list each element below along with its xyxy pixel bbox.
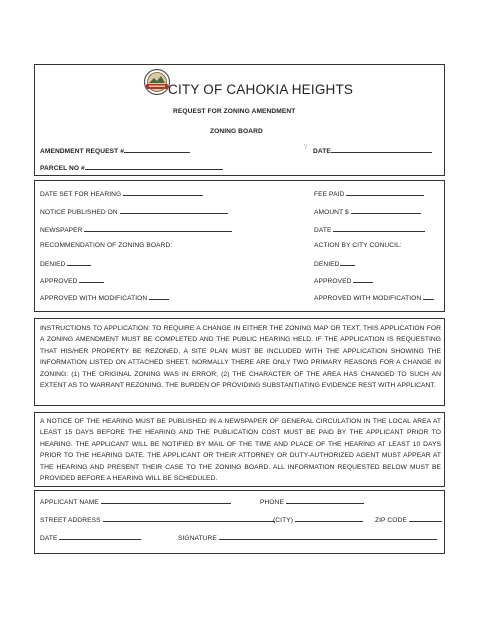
amount-field[interactable] [314,207,421,216]
board-title: ZONING BOARD [210,128,263,135]
council-action-label: ACTION BY CITY CONUCIL: [314,242,402,249]
parcel-field[interactable] [40,163,223,172]
header-section [34,64,445,176]
applicant-date-label: DATE [40,535,58,542]
board-denied-field[interactable] [40,259,91,268]
phone-field[interactable] [260,497,364,506]
city-label: (CITY) [273,517,294,524]
city-field[interactable] [273,515,363,524]
amendment-request-label: AMENDMENT REQUEST # [40,148,124,155]
zip-code-field[interactable] [375,515,442,524]
council-approved-modification-field[interactable] [314,293,434,302]
council-denied-field[interactable] [314,259,355,268]
notice-published-label: NOTICE PUBLISHED ON [40,209,118,216]
header-date-label: DATE [313,148,331,155]
notice-text: A NOTICE OF THE HEARING MUST BE PUBLISHED IN A NEWSPAPER OF GENERAL CIRCULATION IN THE LOCAL AREA AT LEAST 15 DAYS BEFORE THE HEARING AND THE PUBLICATION COST MUST BE PAID BY THE APPLICANT PRIOR TO HEARING. THE APPLICANT WILL BE NOTIFIED BY MAIL OF THE TIME AND PLACE OF THE HEARING AT LEAST 10 DAYS PRIOR TO THE HEARING DATE. THE APPLICANT OR THEIR ATTORNEY OR DUTY-AUTHORIZED AGENT MUST APPEAR AT THE HEARING AND PRESENT THEIR CASE TO THE ZONING BOARD. ALL INFORMATION REQUESTED BELOW MUST BE PROVIDED BEFORE A HEARING WILL BE SCHEDULED. [40,418,441,483]
amendment-request-field[interactable] [40,146,190,155]
council-denied-label: DENIED [314,261,340,268]
date-set-for-hearing-field[interactable] [40,189,203,198]
board-approved-modification-label: APPROVED WITH MODIFICATION [40,295,148,302]
newspaper-field[interactable] [40,225,232,234]
fee-paid-field[interactable] [314,189,424,198]
city-seal-icon [143,68,171,96]
fee-date-field[interactable] [314,225,425,234]
street-address-field[interactable] [40,515,275,524]
applicant-name-label: APPLICANT NAME [40,499,99,506]
scan-mark: '/ [304,145,308,151]
recommendation-label: RECOMMENDATION OF ZONING BOARD: [40,242,173,249]
council-approved-label: APPROVED [314,278,352,285]
council-approved-field[interactable] [314,276,373,285]
header-date-field[interactable] [313,146,432,155]
form-subtitle: REQUEST FOR ZONING AMENDMENT [173,108,296,115]
phone-label: PHONE [260,499,284,506]
signature-label: SIGNATURE [178,535,217,542]
applicant-name-field[interactable] [40,497,231,506]
fee-date-label: DATE [314,227,332,234]
newspaper-label: NEWSPAPER [40,227,83,234]
notice-published-field[interactable] [40,207,228,216]
parcel-label: PARCEL NO # [40,165,85,172]
zip-code-label: ZIP CODE [375,517,407,524]
signature-field[interactable] [178,533,437,542]
city-title: CITY OF CAHOKIA HEIGHTS [168,82,354,97]
street-address-label: STREET ADDRESS [40,517,101,524]
board-denied-label: DENIED [40,261,66,268]
council-approved-modification-label: APPROVED WITH MODIFICATION [314,295,422,302]
applicant-date-field[interactable] [40,533,141,542]
instructions-text: INSTRUCTIONS TO APPLICATION: TO REQUIRE A CHANGE IN EITHER THE ZONING MAP OR TEXT, THIS APPLICATION FOR A ZONING AMENDMENT MUST BE COMPLETED AND THE PUBLIC HEARING HELD. IF THE APPLICATION IS REQUESTING THAT HIS/HER PROPERTY BE REZONED, A SITE PLAN MUST BE INCLUDED WITH THE APPLICATION SHOWING THE INFORMATION LISTED ON ATTACHED SHEET. NORMALLY THERE ARE ONLY TWO PRIMARY REASONS FOR A CHANGE IN ZONING: (1) THE ORIGINAL ZONING WAS IN ERROR; (2) THE CHARACTER OF THE AREA HAS CHANGED TO SUCH AN EXTENT AS TO WARRANT REZONING. THE BURDEN OF PROVIDING SUBSTANTIATING EVIDENCE REST WITH APPLICANT. [40,325,441,390]
board-approved-field[interactable] [40,276,104,285]
fee-paid-label: FEE PAID [314,191,345,198]
board-approved-modification-field[interactable] [40,293,169,302]
amount-label: AMOUNT $ [314,209,349,216]
board-approved-label: APPROVED [40,278,78,285]
date-set-for-hearing-label: DATE SET FOR HEARING [40,191,122,198]
